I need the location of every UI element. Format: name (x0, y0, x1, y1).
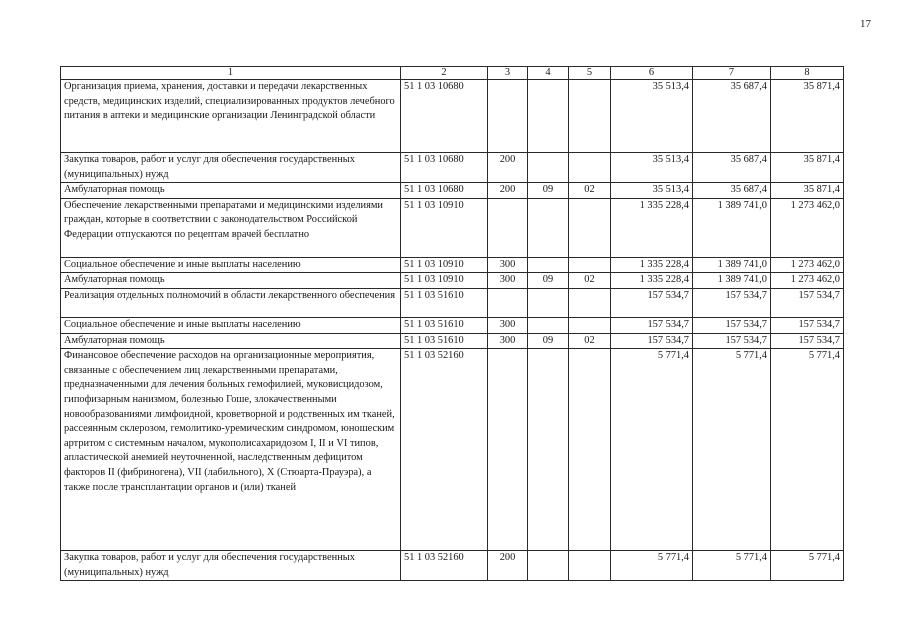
row-name: Реализация отдельных полномочий в области лекарственного обеспечения (61, 288, 401, 317)
column-header: 3 (488, 67, 528, 80)
row-name: Финансовое обеспечение расходов на организационные мероприятия, связанные с обеспечением лиц лекарственными препаратами, предназначенными для лечения больных гемофилией, муковисцидозом, гипофизарным нанизмом, болезнью Гоше, злокачественными новообразованиями лимфоидной, кроветворной и родственных им тканей, рассеянным склерозом, гемолитико-уремическим синдромом, юношеским артритом с системным началом, мукополисахаридозом I, II и VI типов, апластической анемией неуточненной, наследственным дефицитом факторов II (фибриногена), VII (лабильного), X (Стюарта-Прауэра), а также после трансплантации органов и (или) тканей (61, 349, 401, 551)
column-header: 7 (693, 67, 771, 80)
amount-year-2: 157 534,7 (693, 317, 771, 333)
subsection: 02 (569, 273, 611, 289)
row-name: Закупка товаров, работ и услуг для обеспечения государственных (муниципальных) нужд (61, 153, 401, 183)
expense-type: 300 (488, 317, 528, 333)
section (528, 153, 569, 183)
subsection: 02 (569, 333, 611, 349)
amount-year-1: 35 513,4 (611, 153, 693, 183)
section (528, 551, 569, 581)
table-row (61, 183, 844, 199)
section (528, 257, 569, 273)
amount-year-3: 5 771,4 (771, 349, 844, 551)
table-row (61, 288, 844, 317)
subsection (569, 153, 611, 183)
table-row (61, 551, 844, 581)
amount-year-3: 157 534,7 (771, 333, 844, 349)
target-code: 51 1 03 10680 (401, 80, 488, 153)
amount-year-3: 1 273 462,0 (771, 273, 844, 289)
table-row (61, 317, 844, 333)
expense-type: 300 (488, 333, 528, 349)
expense-type (488, 288, 528, 317)
table-row (61, 333, 844, 349)
table-row (61, 153, 844, 183)
row-name: Обеспечение лекарственными препаратами и медицинскими изделиями граждан, которые в соответствии с законодательством Российской Федерации отпускаются по рецептам врачей бесплатно (61, 198, 401, 257)
target-code: 51 1 03 10680 (401, 183, 488, 199)
table-row (61, 349, 844, 551)
section: 09 (528, 333, 569, 349)
target-code: 51 1 03 52160 (401, 551, 488, 581)
expense-type (488, 198, 528, 257)
expense-type: 300 (488, 257, 528, 273)
amount-year-2: 1 389 741,0 (693, 273, 771, 289)
section: 09 (528, 273, 569, 289)
expense-type: 200 (488, 551, 528, 581)
subsection (569, 551, 611, 581)
subsection: 02 (569, 183, 611, 199)
column-header: 4 (528, 67, 569, 80)
amount-year-1: 1 335 228,4 (611, 198, 693, 257)
amount-year-1: 5 771,4 (611, 551, 693, 581)
subsection (569, 198, 611, 257)
amount-year-2: 157 534,7 (693, 288, 771, 317)
row-name: Амбулаторная помощь (61, 333, 401, 349)
target-code: 51 1 03 51610 (401, 317, 488, 333)
expense-type: 200 (488, 183, 528, 199)
expense-type (488, 80, 528, 153)
amount-year-3: 35 871,4 (771, 153, 844, 183)
amount-year-1: 157 534,7 (611, 317, 693, 333)
expense-type (488, 349, 528, 551)
target-code: 51 1 03 10910 (401, 198, 488, 257)
amount-year-1: 157 534,7 (611, 333, 693, 349)
target-code: 51 1 03 10910 (401, 257, 488, 273)
column-header: 8 (771, 67, 844, 80)
amount-year-2: 35 687,4 (693, 80, 771, 153)
amount-year-1: 157 534,7 (611, 288, 693, 317)
row-name: Амбулаторная помощь (61, 183, 401, 199)
column-header: 1 (61, 67, 401, 80)
target-code: 51 1 03 52160 (401, 349, 488, 551)
table-row (61, 80, 844, 153)
header-row (61, 67, 844, 80)
row-name: Социальное обеспечение и иные выплаты населению (61, 257, 401, 273)
row-name: Организация приема, хранения, доставки и передачи лекарственных средств, медицинских изделий, специализированных продуктов лечебного питания в аптеки и медицинские организации Ленинградской области (61, 80, 401, 153)
amount-year-1: 1 335 228,4 (611, 273, 693, 289)
section (528, 198, 569, 257)
row-name: Социальное обеспечение и иные выплаты населению (61, 317, 401, 333)
budget-table (60, 66, 844, 581)
amount-year-1: 35 513,4 (611, 80, 693, 153)
column-header: 6 (611, 67, 693, 80)
amount-year-1: 5 771,4 (611, 349, 693, 551)
row-name: Амбулаторная помощь (61, 273, 401, 289)
amount-year-2: 1 389 741,0 (693, 198, 771, 257)
section (528, 80, 569, 153)
subsection (569, 80, 611, 153)
amount-year-2: 35 687,4 (693, 153, 771, 183)
amount-year-3: 157 534,7 (771, 317, 844, 333)
table-row (61, 198, 844, 257)
amount-year-3: 35 871,4 (771, 183, 844, 199)
amount-year-2: 5 771,4 (693, 551, 771, 581)
subsection (569, 317, 611, 333)
column-header: 2 (401, 67, 488, 80)
target-code: 51 1 03 10910 (401, 273, 488, 289)
section (528, 349, 569, 551)
section (528, 288, 569, 317)
table-row (61, 257, 844, 273)
target-code: 51 1 03 10680 (401, 153, 488, 183)
amount-year-2: 5 771,4 (693, 349, 771, 551)
amount-year-3: 157 534,7 (771, 288, 844, 317)
page-number: 17 (860, 18, 871, 30)
target-code: 51 1 03 51610 (401, 333, 488, 349)
section: 09 (528, 183, 569, 199)
expense-type: 300 (488, 273, 528, 289)
amount-year-1: 35 513,4 (611, 183, 693, 199)
expense-type: 200 (488, 153, 528, 183)
subsection (569, 349, 611, 551)
subsection (569, 257, 611, 273)
target-code: 51 1 03 51610 (401, 288, 488, 317)
subsection (569, 288, 611, 317)
amount-year-3: 1 273 462,0 (771, 198, 844, 257)
amount-year-2: 157 534,7 (693, 333, 771, 349)
amount-year-3: 35 871,4 (771, 80, 844, 153)
column-header: 5 (569, 67, 611, 80)
amount-year-2: 1 389 741,0 (693, 257, 771, 273)
row-name: Закупка товаров, работ и услуг для обеспечения государственных (муниципальных) нужд (61, 551, 401, 581)
section (528, 317, 569, 333)
amount-year-3: 5 771,4 (771, 551, 844, 581)
amount-year-1: 1 335 228,4 (611, 257, 693, 273)
table-row (61, 273, 844, 289)
amount-year-3: 1 273 462,0 (771, 257, 844, 273)
amount-year-2: 35 687,4 (693, 183, 771, 199)
